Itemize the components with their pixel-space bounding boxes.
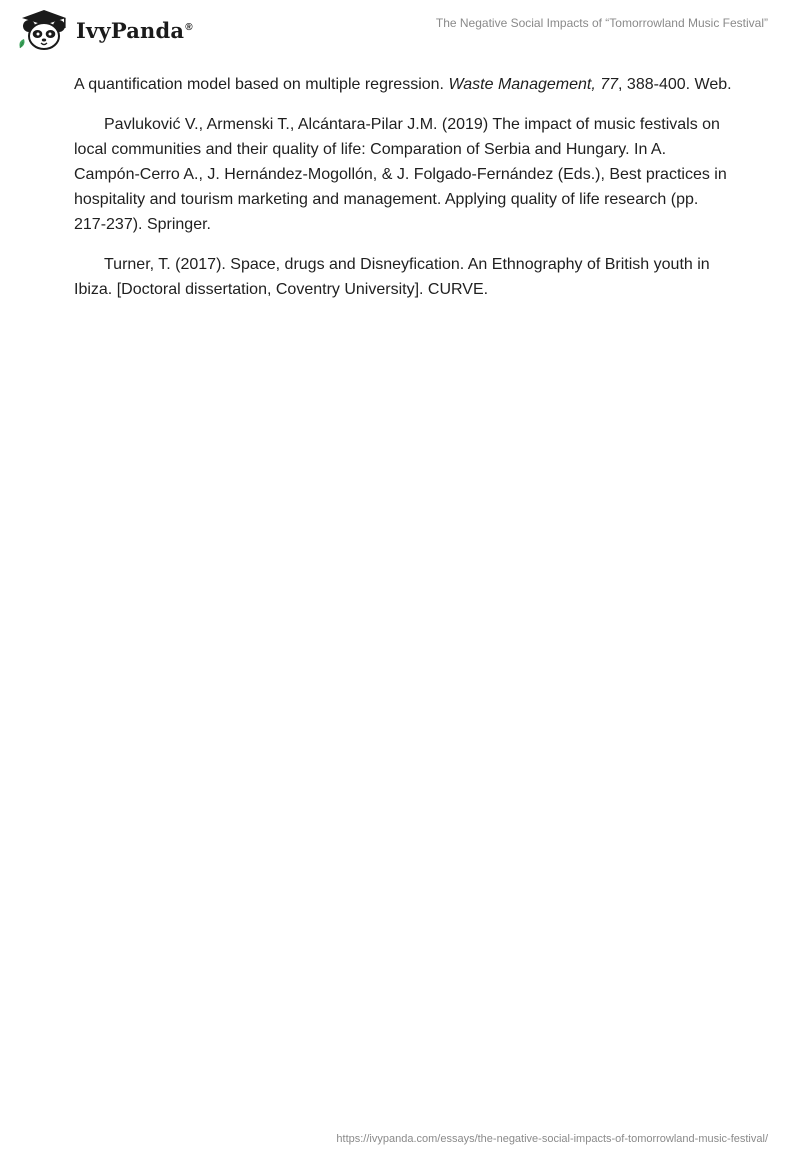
source-url[interactable]: https://ivypanda.com/essays/the-negative-social-impacts-of-tomorrowland-music-festival/ (336, 1133, 768, 1145)
panda-graduate-icon (14, 8, 74, 52)
page-header (0, 0, 800, 70)
reference-text: , 388-400. Web. (618, 76, 732, 93)
reference-entry: Turner, T. (2017). Space, drugs and Disneyfication. An Ethnography of British youth in Ibiza. [Doctoral dissertation, Coventry University]. CURVE. (74, 256, 710, 298)
journal-title: Waste Management, 77 (448, 76, 619, 93)
document-title: The Negative Social Impacts of “Tomorrowland Music Festival” (435, 16, 768, 30)
registered-mark: ® (185, 21, 193, 33)
references-list (74, 72, 734, 317)
ivypanda-logo[interactable] (14, 8, 193, 52)
reference-entry (74, 72, 734, 97)
reference-text: A quantification model based on multiple regression. (74, 76, 449, 93)
logo-wordmark: IvyPanda® (76, 17, 193, 43)
reference-entry: Pavluković V., Armenski T., Alcántara-Pilar J.M. (2019) The impact of music festivals on local communities and their quality of life: Comparation of Serbia and Hungary. In A. Campón-Cerro A., J. Hernández-Mogollón, & J. Folgado-Fernández (Eds.), Best practices in hospitality and tourism marketing and management. Applying quality of life research (pp. 217-237). Springer. (74, 116, 727, 233)
